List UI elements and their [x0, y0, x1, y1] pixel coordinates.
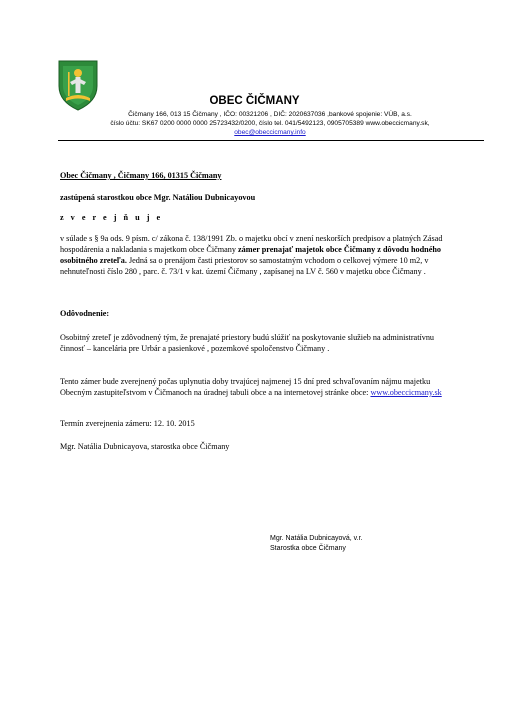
publishes-heading: z v e r e j ň u j e [60, 213, 163, 222]
represented-line [60, 192, 460, 203]
publication-paragraph [60, 376, 460, 398]
municipality-title: OBEC ČIČMANY [209, 95, 300, 107]
signature-name: Mgr. Natália Dubnicayová, v.r. [270, 535, 363, 542]
addressee-line [60, 170, 460, 181]
header-contact-line-1: Čičmany 166, 013 15 Čičmany , IČO: 00321206 , DIČ: 2020637036 ,bankové spojenie: VÚB, a.s. [128, 111, 412, 118]
reasoning-text: Osobitný zreteľ je zdôvodnený tým, že prenajaté priestory budú slúžiť na poskytovanie služieb na administratívnu činnosť – kancelária pre Urbár a pasienkové , pozemkové spoločenstvo Čičmany . [60, 333, 435, 353]
reasoning-heading-block [60, 308, 460, 319]
header-contact-line-2: číslo účtu: SK67 0200 0000 0000 25723432/0200, číslo tel. 041/5492123, 0905705389 www.obeccicmany.sk, [110, 120, 430, 127]
intent-text-1: v súlade s § 9a ods. 9 písm. c/ zákona č. 138/1991 Zb. o majetku obcí v znení neskorších predpisov a platných Zásad hospodárenia a nakladania s majetkom obce Čičmany [60, 234, 443, 254]
intent-paragraph [60, 233, 460, 277]
signature-block [270, 534, 362, 554]
mayor-line [60, 441, 460, 452]
publication-date: Termín zverejnenia zámeru: 12. 10. 2015 [60, 419, 195, 428]
publication-text: Tento zámer bude zverejnený počas uplynutia doby trvajúcej najmenej 15 dní pred schvaľovaním nájmu majetku Obecným zastupiteľstvom v Čičmanoch na úradnej tabuli obce a na internetovej stránke obce: [60, 377, 431, 397]
addressee: Obec Čičmany , Čičmany 166, 01315 Čičmany [60, 171, 222, 180]
header-divider [58, 140, 484, 141]
represented-by: zastúpená starostkou obce Mgr. Natáliou Dubnicayovou [60, 193, 256, 202]
publishes-line [60, 212, 460, 223]
mayor-sign-line: Mgr. Natália Dubnicayova, starostka obce Čičmany [60, 442, 230, 451]
reasoning-paragraph [60, 332, 460, 354]
reasoning-heading: Odôvodnenie: [60, 309, 110, 318]
publication-date-line [60, 418, 460, 429]
intent-text-bold: zámer prenajať majetok obce Čičmany z dôvodu hodného osobitného zreteľa. [60, 245, 441, 265]
intent-text-2: Jedná sa o prenájom časti priestorov so samostatným vchodom o celkovej výmere 10 m2, v nehnuteľnosti číslo 280 , parc. č. 73/1 v kat. území Čičmany , zapísanej na LV č. 560 v majetku obce Čičmany . [60, 256, 429, 276]
website-link[interactable]: www.obeccicmany.sk [370, 388, 442, 397]
header-email-link[interactable]: obec@obeccicmany.info [234, 129, 306, 136]
signature-role: Starostka obce Čičmany [270, 545, 346, 552]
